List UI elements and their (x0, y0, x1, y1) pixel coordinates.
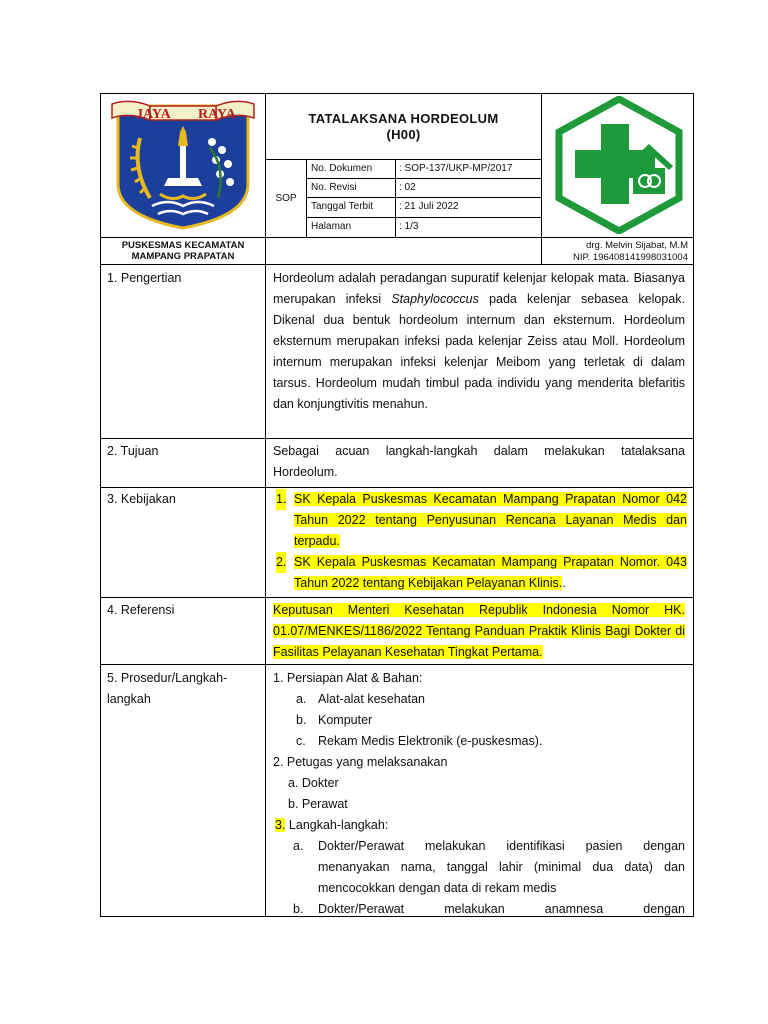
signer-name: drg. Melvin Sijabat, M.M (586, 240, 688, 251)
prosedur-label-line-1: 5. Prosedur/Langkah- (107, 671, 228, 685)
org-name (101, 240, 265, 262)
title-line-1: TATALAKSANA HORDEOLUM (308, 111, 499, 126)
org-line-2: MAMPANG PRAPATAN (131, 251, 235, 262)
step-3 (273, 815, 685, 836)
logo-banner-left: JAYA (136, 107, 171, 122)
pengertian-text-1: Hordeolum adalah peradangan supuratif kelenjar kelopak mata. Biasanya merupakan infeksi (273, 271, 685, 306)
section-label-kebijakan: 3. Kebijakan (107, 492, 176, 506)
meta-label-page: Halaman (311, 221, 352, 232)
signer (542, 240, 688, 264)
meta-value-page: : 1/3 (399, 221, 419, 232)
divider (306, 217, 542, 218)
step-1: 1. Persiapan Alat & Bahan: (273, 671, 423, 685)
list-item-num: a. (296, 692, 307, 706)
border-left (100, 93, 101, 916)
meta-label-date: Tanggal Terbit (311, 201, 374, 212)
list-item: a. Dokter (288, 776, 339, 790)
divider (100, 264, 694, 265)
signer-nip: NIP. 196408141998031004 (573, 252, 688, 263)
list-item-text: Dokter/Perawat melakukan anamnesa dengan (318, 902, 685, 916)
divider (306, 197, 542, 198)
divider (265, 159, 542, 160)
jaya-raya-logo (110, 98, 256, 232)
list-item-num: b. (293, 902, 304, 916)
meta-value-date: : 21 Juli 2022 (399, 201, 459, 212)
list-item-num: 1. (276, 489, 286, 510)
list-item-text: Komputer (318, 713, 373, 727)
divider (100, 237, 694, 238)
step-3-num: 3. (275, 818, 286, 832)
list-item-text: Dokter/Perawat melakukan identifikasi pasien dengan menanyakan nama, tanggal lahir (minimal dua data) dan mencocokkan dengan data di rekam medis (318, 839, 685, 895)
list-item: b. Perawat (288, 797, 348, 811)
list-item-text: SK Kepala Puskesmas Kecamatan Mampang Prapatan Nomor 042 Tahun 2022 tentang Penyusunan Rencana Layanan Medis dan terpadu. (294, 492, 687, 548)
section-text-referensi (273, 600, 685, 663)
pengertian-text-italic: Staphylococcus (391, 292, 479, 306)
section-text-tujuan: Sebagai acuan langkah-langkah dalam melakukan tatalaksana Hordeolum. (273, 444, 685, 479)
divider (395, 159, 396, 237)
meta-value-rev: : 02 (399, 182, 416, 193)
divider (100, 597, 694, 598)
prosedur-content (273, 668, 685, 920)
list-item (273, 899, 685, 920)
border-right (693, 93, 694, 916)
divider (100, 664, 694, 665)
section-label-pengertian: 1. Pengertian (107, 271, 182, 285)
puskesmas-logo (549, 96, 689, 234)
list-item (273, 689, 685, 710)
divider (100, 487, 694, 488)
referensi-text: Keputusan Menteri Kesehatan Republik Indonesia Nomor HK. 01.07/MENKES/1186/2022 Tentang Panduan Praktik Klinis Bagi Dokter di Fasilitas Pelayanan Kesehatan Tingkat Pertama. (273, 603, 685, 659)
list-item: 2. SK Kepala Puskesmas Kecamatan Mampang Prapatan Nomor. 043 Tahun 2022 tentang Kebijakan Pelayanan Klinis.. (273, 552, 687, 594)
divider (100, 438, 694, 439)
border-top (100, 93, 694, 94)
list-item-text: SK Kepala Puskesmas Kecamatan Mampang Prapatan Nomor. 043 Tahun 2022 tentang Kebijakan Pelayanan Klinis. (294, 555, 687, 590)
list-item-num: c. (296, 734, 306, 748)
list-item-text: Rekam Medis Elektronik (e-puskesmas). (318, 734, 543, 748)
list-item (273, 836, 685, 899)
section-label-referensi: 4. Referensi (107, 603, 175, 617)
step-3-label: Langkah-langkah: (288, 818, 389, 832)
step-2: 2. Petugas yang melaksanakan (273, 755, 448, 769)
pengertian-text-2: pada kelenjar sebasea kelopak. Dikenal dua bentuk hordeolum internum dan eksternum. Hordeolum eksternum merupakan infeksi pada kelenjar Zeiss atau Moll. Hordeolum internum merupakan infeksi kelenjar Meibom yang terletak di dalam tarsus. Hordeolum mudah timbul pada individu yang menderita blefaritis dan konjungtivitis menahun. (273, 292, 685, 411)
list-item-num: b. (296, 713, 307, 727)
kebijakan-list (273, 489, 687, 594)
org-line-1: PUSKESMAS KECAMATAN (121, 240, 245, 251)
meta-value-doc: : SOP-137/UKP-MP/2017 (399, 163, 513, 174)
list-item (273, 731, 685, 752)
list-item-num: a. (293, 839, 304, 853)
logo-banner-right: RAYA (198, 107, 236, 122)
meta-label-rev: No. Revisi (311, 182, 357, 193)
list-item-text: Alat-alat kesehatan (318, 692, 426, 706)
list-item (273, 710, 685, 731)
divider (265, 93, 266, 916)
prosedur-label-line-2: langkah (107, 692, 151, 706)
page-title (266, 111, 541, 143)
section-label-prosedur (107, 668, 227, 710)
section-text-pengertian (273, 268, 685, 415)
divider (306, 178, 542, 179)
section-label-tujuan: 2. Tujuan (107, 444, 159, 458)
list-item-num: 2. (276, 552, 286, 573)
sop-label: SOP (275, 193, 297, 204)
meta-label-doc: No. Dokumen (311, 163, 373, 174)
title-line-2: (H00) (386, 127, 421, 142)
list-item (273, 489, 687, 552)
divider (306, 159, 307, 237)
